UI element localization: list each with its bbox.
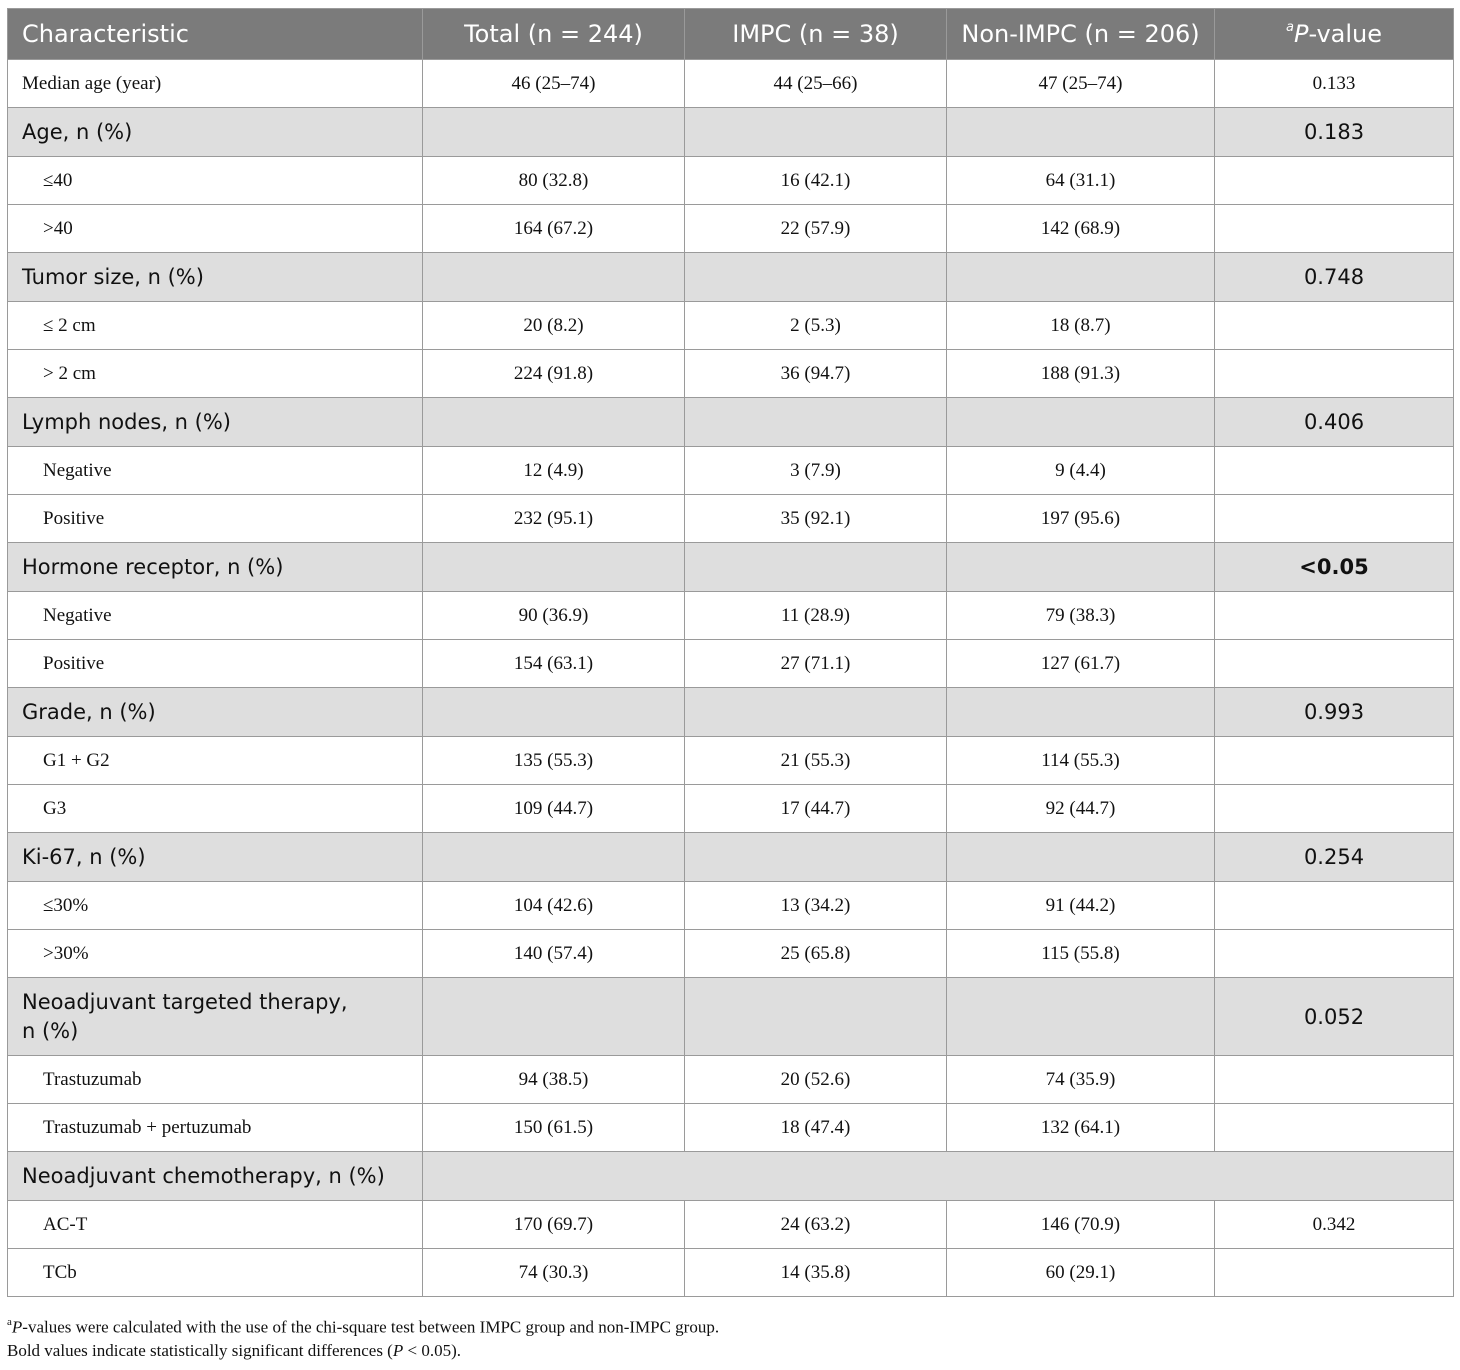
cell-non-impc: 115 (55.8) [947, 930, 1215, 978]
footnote-a-sup: a [7, 1316, 12, 1328]
cell-p-value [1215, 882, 1454, 930]
cell-impc: 27 (71.1) [685, 640, 947, 688]
cell-non-impc: 47 (25–74) [947, 60, 1215, 108]
row-label: > 2 cm [8, 350, 423, 398]
cell-total: 224 (91.8) [423, 350, 685, 398]
table-row [8, 495, 1454, 543]
cell-impc: 16 (42.1) [685, 157, 947, 205]
section-label [8, 978, 423, 1056]
section-total-cell [423, 978, 685, 1056]
cell-p-value [1215, 1249, 1454, 1297]
table-row [8, 1104, 1454, 1152]
cell-p-value [1215, 930, 1454, 978]
section-label: Neoadjuvant chemotherapy, n (%) [8, 1152, 423, 1201]
cell-total: 74 (30.3) [423, 1249, 685, 1297]
cell-non-impc: 197 (95.6) [947, 495, 1215, 543]
cell-non-impc: 91 (44.2) [947, 882, 1215, 930]
cell-p-value: 0.342 [1215, 1201, 1454, 1249]
section-p-value: 0.406 [1215, 398, 1454, 447]
section-row [8, 688, 1454, 737]
cell-p-value [1215, 302, 1454, 350]
section-total-cell [423, 398, 685, 447]
cell-impc: 35 (92.1) [685, 495, 947, 543]
section-label-line: n (%) [22, 1018, 79, 1043]
section-label: Ki-67, n (%) [8, 833, 423, 882]
cell-total: 164 (67.2) [423, 205, 685, 253]
cell-non-impc: 79 (38.3) [947, 592, 1215, 640]
header-total: Total (n = 244) [423, 9, 685, 60]
cell-impc: 3 (7.9) [685, 447, 947, 495]
cell-impc: 20 (52.6) [685, 1056, 947, 1104]
cell-impc: 18 (47.4) [685, 1104, 947, 1152]
cell-p-value [1215, 157, 1454, 205]
section-impc-cell [685, 108, 947, 157]
table-row [8, 60, 1454, 108]
cell-impc: 14 (35.8) [685, 1249, 947, 1297]
cell-impc: 44 (25–66) [685, 60, 947, 108]
cell-total: 94 (38.5) [423, 1056, 685, 1104]
section-non-impc-cell [947, 543, 1215, 592]
cell-total: 154 (63.1) [423, 640, 685, 688]
section-row [8, 398, 1454, 447]
section-non-impc-cell [947, 253, 1215, 302]
cell-total: 109 (44.7) [423, 785, 685, 833]
section-non-impc-cell [947, 688, 1215, 737]
row-label: >40 [8, 205, 423, 253]
table-row [8, 640, 1454, 688]
cell-p-value [1215, 785, 1454, 833]
cell-total: 90 (36.9) [423, 592, 685, 640]
cell-impc: 24 (63.2) [685, 1201, 947, 1249]
cell-p-value [1215, 1056, 1454, 1104]
cell-p-value [1215, 1104, 1454, 1152]
section-row [8, 833, 1454, 882]
row-label: Negative [8, 447, 423, 495]
section-label: Hormone receptor, n (%) [8, 543, 423, 592]
cell-p-value [1215, 447, 1454, 495]
section-row [8, 543, 1454, 592]
cell-non-impc: 142 (68.9) [947, 205, 1215, 253]
footnote-a-text: -values were calculated with the use of the chi-square test between IMPC group and non-IMPC group. [22, 1317, 720, 1337]
row-label: TCb [8, 1249, 423, 1297]
cell-total: 12 (4.9) [423, 447, 685, 495]
row-label: Negative [8, 592, 423, 640]
section-label-line: Neoadjuvant targeted therapy, [22, 989, 348, 1014]
section-label: Tumor size, n (%) [8, 253, 423, 302]
section-row [8, 978, 1454, 1056]
cell-non-impc: 60 (29.1) [947, 1249, 1215, 1297]
row-label: ≤ 2 cm [8, 302, 423, 350]
cell-non-impc: 146 (70.9) [947, 1201, 1215, 1249]
cell-total: 20 (8.2) [423, 302, 685, 350]
table-row [8, 157, 1454, 205]
cell-p-value [1215, 737, 1454, 785]
section-impc-cell [685, 688, 947, 737]
section-label: Grade, n (%) [8, 688, 423, 737]
header-row [8, 9, 1454, 60]
section-row [8, 253, 1454, 302]
cell-non-impc: 64 (31.1) [947, 157, 1215, 205]
header-impc: IMPC (n = 38) [685, 9, 947, 60]
section-p-value: 0.254 [1215, 833, 1454, 882]
cell-p-value [1215, 592, 1454, 640]
table-row [8, 785, 1454, 833]
table-row [8, 592, 1454, 640]
section-p-value: 0.052 [1215, 978, 1454, 1056]
row-label: G3 [8, 785, 423, 833]
cell-impc: 13 (34.2) [685, 882, 947, 930]
section-total-cell [423, 543, 685, 592]
cell-impc: 21 (55.3) [685, 737, 947, 785]
cell-non-impc: 92 (44.7) [947, 785, 1215, 833]
row-label: ≤30% [8, 882, 423, 930]
header-p-sup: a [1285, 20, 1294, 35]
section-label: Lymph nodes, n (%) [8, 398, 423, 447]
cell-total: 150 (61.5) [423, 1104, 685, 1152]
cell-impc: 11 (28.9) [685, 592, 947, 640]
cell-total: 140 (57.4) [423, 930, 685, 978]
table-row [8, 350, 1454, 398]
cell-impc: 36 (94.7) [685, 350, 947, 398]
header-p-rest: -value [1308, 20, 1383, 48]
section-non-impc-cell [947, 108, 1215, 157]
section-impc-cell [685, 398, 947, 447]
section-total-cell [423, 253, 685, 302]
characteristics-table [7, 8, 1454, 1297]
table-row [8, 1056, 1454, 1104]
cell-total: 80 (32.8) [423, 157, 685, 205]
section-empty-cells [423, 1152, 1454, 1201]
cell-total: 170 (69.7) [423, 1201, 685, 1249]
row-label: Positive [8, 640, 423, 688]
cell-p-value [1215, 350, 1454, 398]
row-label: >30% [8, 930, 423, 978]
section-impc-cell [685, 978, 947, 1056]
table-row [8, 882, 1454, 930]
section-total-cell [423, 108, 685, 157]
cell-non-impc: 114 (55.3) [947, 737, 1215, 785]
section-p-value: 0.748 [1215, 253, 1454, 302]
cell-non-impc: 188 (91.3) [947, 350, 1215, 398]
footnote-a [7, 1317, 1447, 1338]
section-p-value: <0.05 [1215, 543, 1454, 592]
section-non-impc-cell [947, 978, 1215, 1056]
footnote-bold [7, 1341, 1447, 1361]
cell-non-impc: 9 (4.4) [947, 447, 1215, 495]
cell-total: 232 (95.1) [423, 495, 685, 543]
header-p-value [1215, 9, 1454, 60]
header-characteristic: Characteristic [8, 9, 423, 60]
cell-total: 135 (55.3) [423, 737, 685, 785]
cell-non-impc: 127 (61.7) [947, 640, 1215, 688]
cell-impc: 17 (44.7) [685, 785, 947, 833]
table-row [8, 737, 1454, 785]
header-non-impc: Non-IMPC (n = 206) [947, 9, 1215, 60]
table-row [8, 447, 1454, 495]
footnote-bold-before: Bold values indicate statistically significant differences ( [7, 1341, 393, 1360]
cell-total: 104 (42.6) [423, 882, 685, 930]
cell-non-impc: 74 (35.9) [947, 1056, 1215, 1104]
section-p-value: 0.183 [1215, 108, 1454, 157]
section-non-impc-cell [947, 833, 1215, 882]
table-row [8, 1249, 1454, 1297]
section-impc-cell [685, 833, 947, 882]
row-label: ≤40 [8, 157, 423, 205]
footnote-a-italic: P [11, 1317, 23, 1337]
cell-p-value [1215, 205, 1454, 253]
row-label: AC-T [8, 1201, 423, 1249]
section-impc-cell [685, 543, 947, 592]
section-row [8, 108, 1454, 157]
row-label: Positive [8, 495, 423, 543]
footnote-bold-italic: P [392, 1341, 404, 1360]
row-label: Median age (year) [8, 60, 423, 108]
cell-p-value [1215, 640, 1454, 688]
cell-non-impc: 18 (8.7) [947, 302, 1215, 350]
footnote-bold-after: < 0.05). [403, 1341, 461, 1360]
cell-impc: 22 (57.9) [685, 205, 947, 253]
cell-non-impc: 132 (64.1) [947, 1104, 1215, 1152]
cell-total: 46 (25–74) [423, 60, 685, 108]
cell-impc: 2 (5.3) [685, 302, 947, 350]
table-body [8, 60, 1454, 1297]
table-row [8, 1201, 1454, 1249]
section-p-value: 0.993 [1215, 688, 1454, 737]
cell-p-value: 0.133 [1215, 60, 1454, 108]
row-label: Trastuzumab + pertuzumab [8, 1104, 423, 1152]
section-non-impc-cell [947, 398, 1215, 447]
row-label: G1 + G2 [8, 737, 423, 785]
table-row [8, 302, 1454, 350]
table-row [8, 205, 1454, 253]
table-row [8, 930, 1454, 978]
section-total-cell [423, 688, 685, 737]
cell-impc: 25 (65.8) [685, 930, 947, 978]
header-p-italic: P [1293, 20, 1309, 48]
section-total-cell [423, 833, 685, 882]
section-impc-cell [685, 253, 947, 302]
section-row [8, 1152, 1454, 1201]
cell-p-value [1215, 495, 1454, 543]
section-label: Age, n (%) [8, 108, 423, 157]
row-label: Trastuzumab [8, 1056, 423, 1104]
